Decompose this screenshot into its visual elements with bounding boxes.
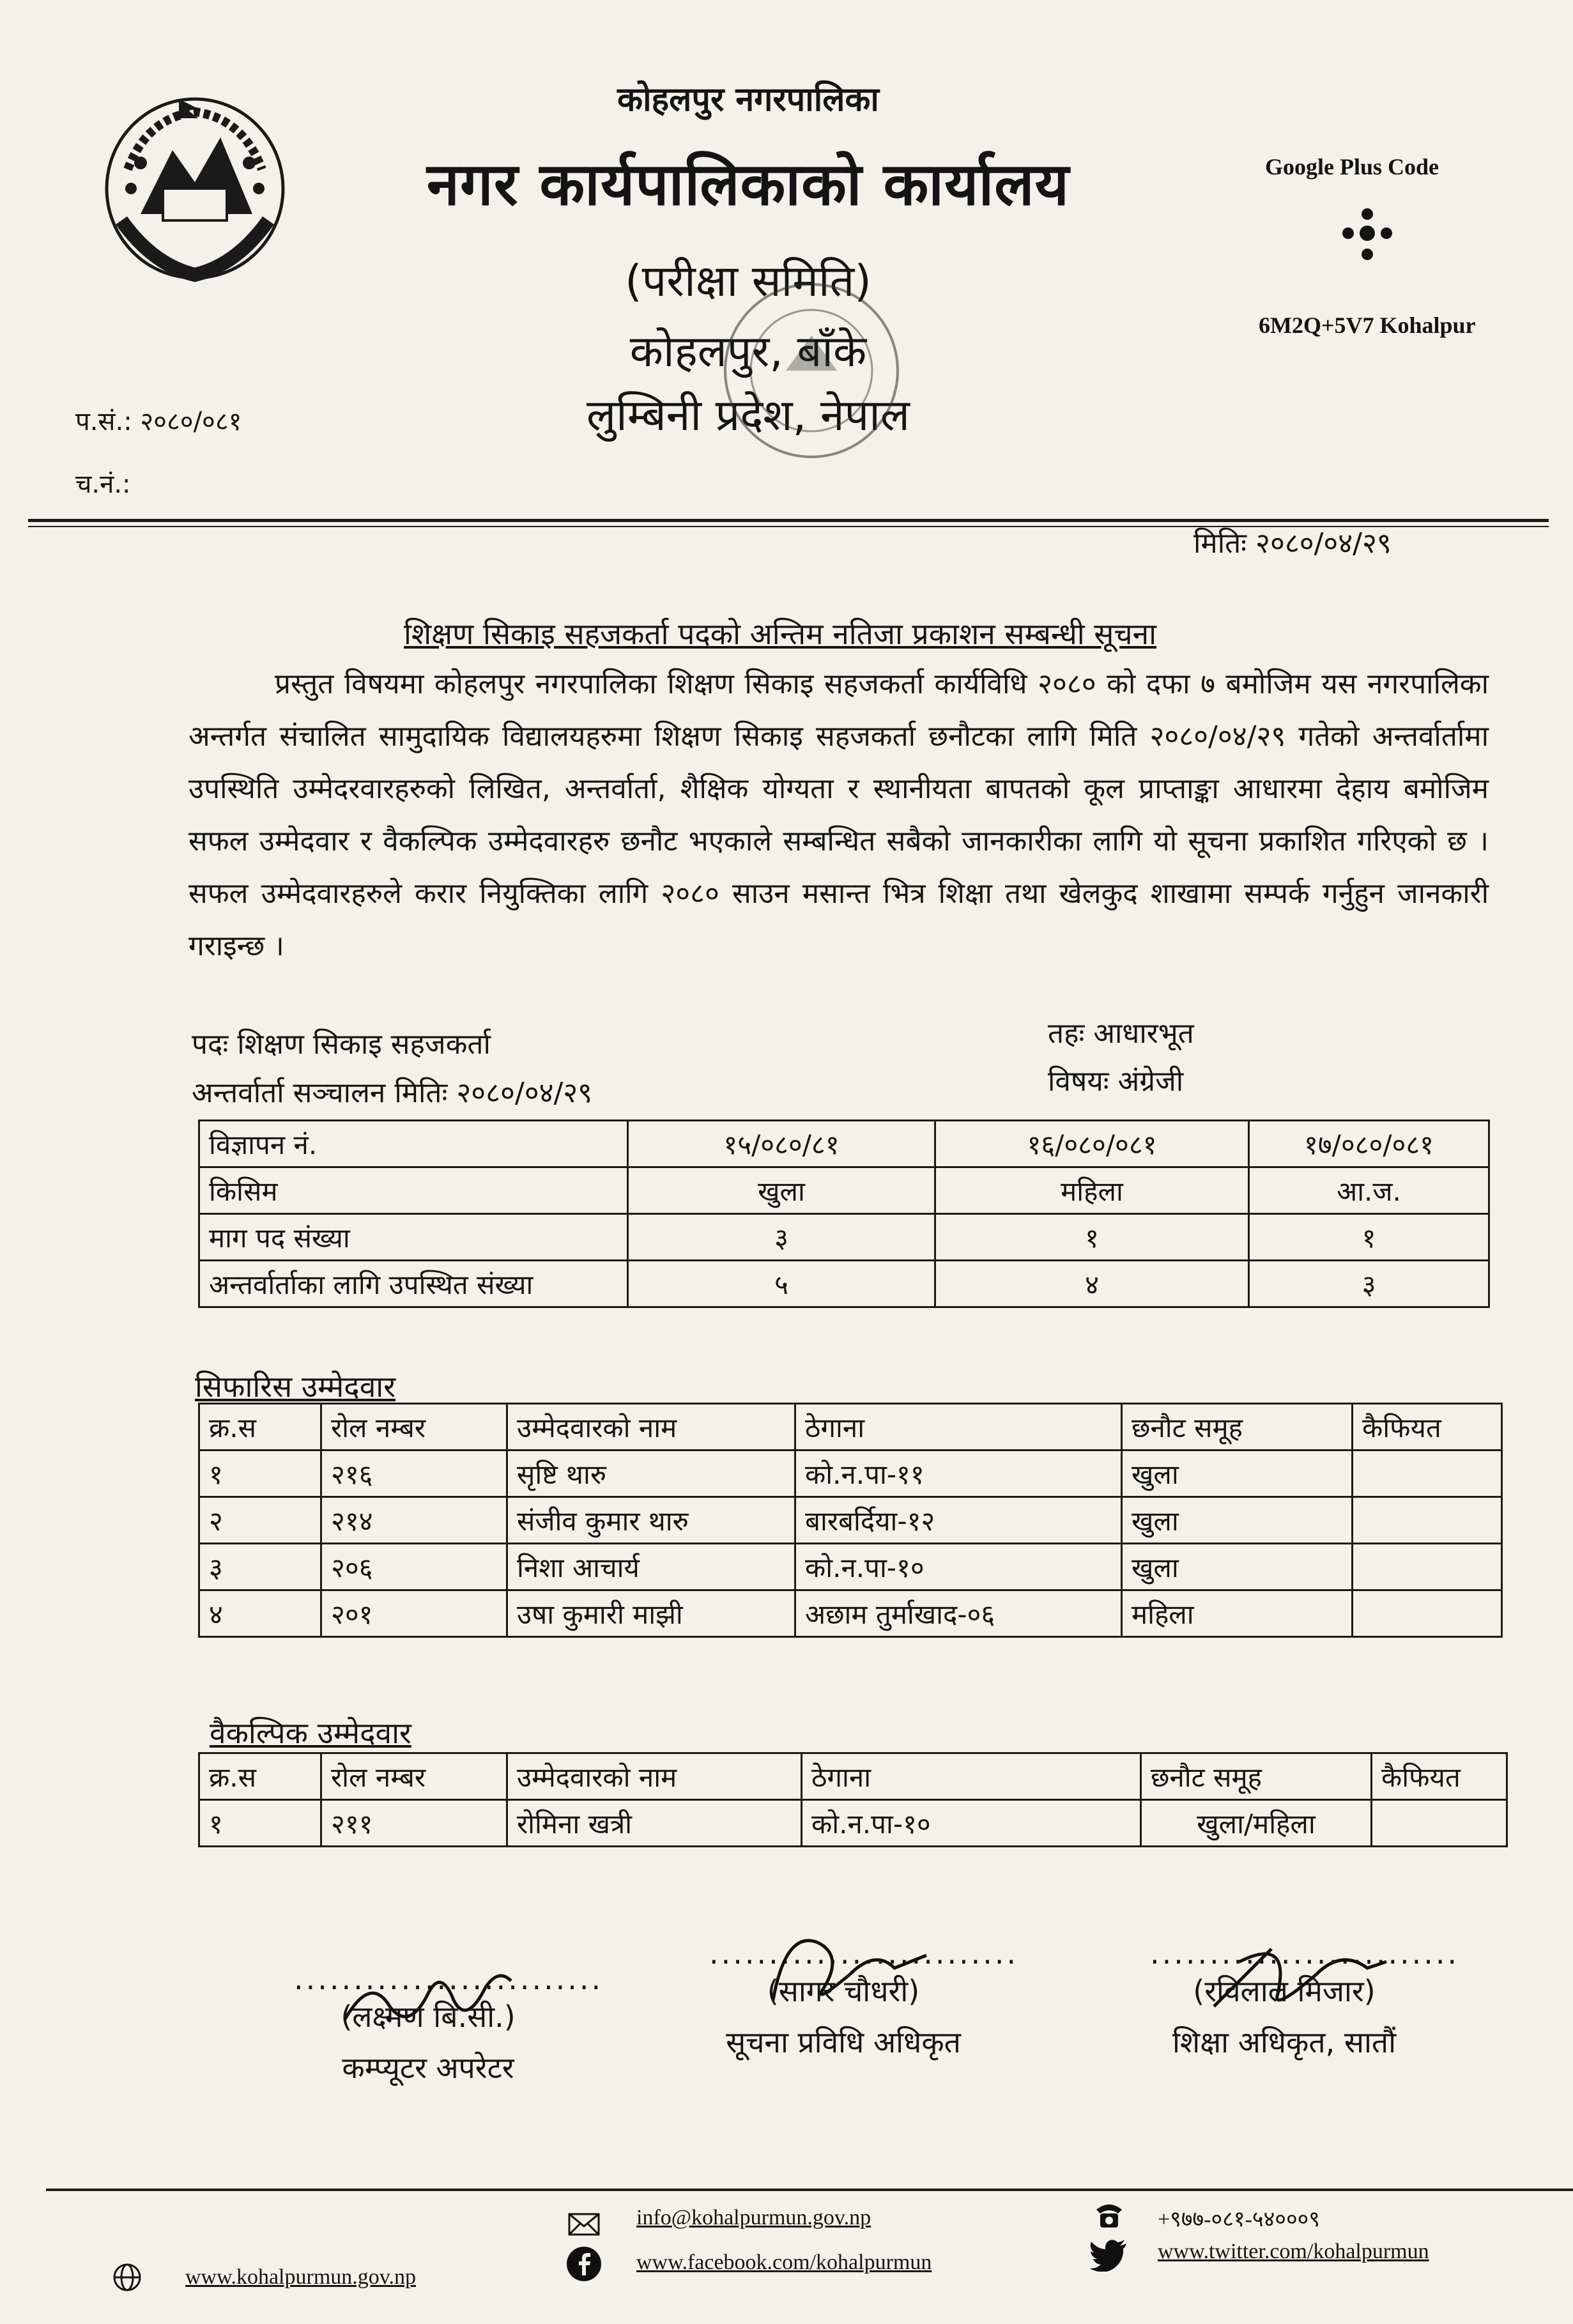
recommended-section-title: सिफारिस उम्मेदवार <box>195 1369 396 1404</box>
table-row <box>199 1544 1502 1590</box>
column-header: ठेगाना <box>795 1404 1122 1451</box>
table-row <box>199 1167 1489 1214</box>
table-cell: खुला <box>1122 1451 1353 1497</box>
signature-line: .......................... <box>709 1936 1019 1971</box>
signatory-name: (सागर चौधरी) <box>767 1974 920 2008</box>
signatory-role: सूचना प्रविधि अधिकृत <box>726 2025 961 2059</box>
table-cell: २१४ <box>321 1497 507 1544</box>
table-cell: को.न.पा-१० <box>802 1800 1141 1847</box>
table-cell: माग पद संख्या <box>199 1214 628 1261</box>
dispatch-number: च.नं.: <box>75 470 131 499</box>
table-cell <box>1353 1590 1502 1637</box>
table-cell: १ <box>1249 1214 1489 1261</box>
interview-date: अन्तर्वार्ता सञ्चालन मितिः २०८०/०४/२९ <box>192 1077 593 1109</box>
table-cell <box>1372 1800 1507 1847</box>
column-header: ठेगाना <box>802 1753 1141 1800</box>
table-cell: ५ <box>628 1261 935 1307</box>
committee-name: (परीक्षा समिति) <box>625 256 871 307</box>
table-cell: १७/०८०/०८१ <box>1249 1121 1489 1167</box>
post-label: पदः शिक्षण सिकाइ सहजकर्ता <box>192 1028 491 1061</box>
table-cell: २११ <box>321 1800 507 1847</box>
table-cell: २०६ <box>321 1544 507 1590</box>
table-cell: १ <box>935 1214 1249 1261</box>
website-link[interactable]: www.kohalpurmun.gov.np <box>185 2265 417 2289</box>
notice-date: मितिः २०८०/०४/२९ <box>1193 527 1392 560</box>
subject-area: विषयः अंग्रेजी <box>1048 1065 1184 1098</box>
signature-block-it-officer <box>709 1936 1019 2061</box>
city-name: कोहलपुर, बाँके <box>629 327 867 377</box>
table-cell: ३ <box>199 1544 321 1590</box>
table-cell: किसिम <box>199 1167 628 1214</box>
table-cell: बारबर्दिया-१२ <box>795 1497 1122 1544</box>
province-name: लुम्बिनी प्रदेश, नेपाल <box>587 390 910 441</box>
table-row <box>199 1451 1502 1497</box>
table-cell: महिला <box>1122 1590 1353 1637</box>
column-header: उम्मेदवारको नाम <box>507 1404 795 1451</box>
table-header-row <box>199 1404 1502 1451</box>
table-cell: खुला <box>628 1167 935 1214</box>
table-row <box>199 1497 1502 1544</box>
facebook-icon <box>566 2246 602 2282</box>
table-cell: १५/०८०/८१ <box>628 1121 935 1167</box>
table-cell: अछाम तुर्माखाद-०६ <box>795 1590 1122 1637</box>
table-cell: उषा कुमारी माझी <box>507 1590 795 1637</box>
column-header: कैफियत <box>1353 1404 1502 1451</box>
signatory-role: शिक्षा अधिकृत, सातौं <box>1172 2025 1396 2059</box>
signature-block-operator <box>294 1962 604 2087</box>
table-cell: को.न.पा-११ <box>795 1451 1122 1497</box>
table-cell: खुला <box>1122 1497 1353 1544</box>
office-name: नगर कार्यपालिकाको कार्यालय <box>426 150 1070 219</box>
twitter-link[interactable]: www.twitter.com/kohalpurmun <box>1158 2240 1429 2263</box>
table-cell: ३ <box>628 1214 935 1261</box>
level-label: तहः आधारभूत <box>1048 1017 1194 1050</box>
column-header: क्र.स <box>199 1404 321 1451</box>
municipality-name: कोहलपुर नगरपालिका <box>617 81 879 119</box>
table-cell <box>1353 1544 1502 1590</box>
header-divider <box>28 519 1549 522</box>
table-cell: सृष्टि थारु <box>507 1451 795 1497</box>
column-header: रोल नम्बर <box>321 1753 507 1800</box>
table-cell: विज्ञापन नं. <box>199 1121 628 1167</box>
plus-code-label: Google Plus Code <box>1265 154 1439 180</box>
column-header: क्र.स <box>199 1753 321 1800</box>
signatory-name: (रविलाल मिजार) <box>1193 1974 1376 2008</box>
notice-subject: शिक्षण सिकाइ सहजकर्ता पदको अन्तिम नतिजा प्रकाशन सम्बन्धी सूचना <box>403 617 1157 651</box>
table-cell <box>1353 1451 1502 1497</box>
vacancy-summary-table <box>198 1120 1490 1308</box>
column-header: कैफियत <box>1372 1753 1507 1800</box>
plus-code-value: 6M2Q+5V7 Kohalpur <box>1259 312 1476 338</box>
signatory-role: कम्प्यूटर अपरेटर <box>342 2051 514 2085</box>
globe-icon <box>112 2262 142 2293</box>
email-link[interactable]: info@kohalpurmun.gov.np <box>636 2206 871 2229</box>
table-cell: २१६ <box>321 1451 507 1497</box>
table-row <box>199 1590 1502 1637</box>
table-header-row <box>199 1753 1507 1800</box>
column-header: रोल नम्बर <box>321 1404 507 1451</box>
alternate-section-title: वैकल्पिक उम्मेदवार <box>210 1716 411 1750</box>
signature-line: .......................... <box>1150 1936 1460 1971</box>
table-cell: महिला <box>935 1167 1249 1214</box>
table-cell: अन्तर्वार्ताका लागि उपस्थित संख्या <box>199 1261 628 1307</box>
table-cell: ४ <box>199 1590 321 1637</box>
recommended-candidates-table <box>198 1403 1503 1638</box>
table-cell: २०१ <box>321 1590 507 1637</box>
table-cell: ३ <box>1249 1261 1489 1307</box>
column-header: छनौट समूह <box>1141 1753 1372 1800</box>
table-cell: २ <box>199 1497 321 1544</box>
signature-block-education-officer <box>1150 1936 1460 2061</box>
column-header: उम्मेदवारको नाम <box>507 1753 802 1800</box>
facebook-link[interactable]: www.facebook.com/kohalpurmun <box>636 2251 932 2274</box>
table-cell: १ <box>199 1451 321 1497</box>
table-cell: रोमिना खत्री <box>507 1800 802 1847</box>
twitter-icon <box>1089 2240 1128 2272</box>
signature-line: .......................... <box>294 1962 604 1996</box>
table-cell: आ.ज. <box>1249 1167 1489 1214</box>
table-cell <box>1353 1497 1502 1544</box>
alternate-candidates-table <box>198 1752 1508 1847</box>
column-header: छनौट समूह <box>1122 1404 1353 1451</box>
table-row <box>199 1121 1489 1167</box>
office-stamp <box>716 275 907 466</box>
table-cell: १६/०८०/०८१ <box>935 1121 1249 1167</box>
phone-number: +९७७-०८१-५४०००९ <box>1158 2208 1320 2231</box>
table-cell: खुला/महिला <box>1141 1800 1372 1847</box>
reference-number: प.सं.: २०८०/०८१ <box>75 407 242 436</box>
plus-code-icon <box>1335 204 1399 275</box>
signatory-name: (लक्ष्मण बि.सी.) <box>341 1999 516 2034</box>
table-row <box>199 1800 1507 1847</box>
email-icon <box>567 2212 601 2236</box>
phone-icon <box>1093 2198 1126 2231</box>
table-cell: ४ <box>935 1261 1249 1307</box>
table-row <box>199 1214 1489 1261</box>
table-row <box>199 1261 1489 1307</box>
table-cell: संजीव कुमार थारु <box>507 1497 795 1544</box>
table-cell: को.न.पा-१० <box>795 1544 1122 1590</box>
table-cell: खुला <box>1122 1544 1353 1590</box>
notice-body: प्रस्तुत विषयमा कोहलपुर नगरपालिका शिक्षण सिकाइ सहजकर्ता कार्यविधि २०८० को दफा ७ बमोजिम यस नगरपालिका अन्तर्गत संचालित सामुदायिक विद्यालयहरुमा शिक्षण सिकाइ सहजकर्ता छनौटका लागि मिति २०८०/०४/२९ गतेको अन्तर्वार्तामा उपस्थिति उम्मेदरवारहरुको लिखित, अन्तर्वार्ता, शैक्षिक योग्यता र स्थानीयता बापतको कूल प्राप्ताङ्का आधारमा देहाय बमोजिम सफल उम्मेदवार र वैकल्पिक उम्मेदवारहरु छनौट भएकाले सम्बन्धित सबैको जानकारीका लागि यो सूचना प्रकाशित गरिएको छ । सफल उम्मेदवारहरुले करार नियुक्तिका लागि २०८० साउन मसान्त भित्र शिक्षा तथा खेलकुद शाखामा सम्पर्क गर्नुहुन जानकारी गराइन्छ । <box>188 668 1489 962</box>
table-cell: निशा आचार्य <box>507 1544 795 1590</box>
footer-divider <box>46 2189 1573 2191</box>
table-cell: १ <box>199 1800 321 1847</box>
